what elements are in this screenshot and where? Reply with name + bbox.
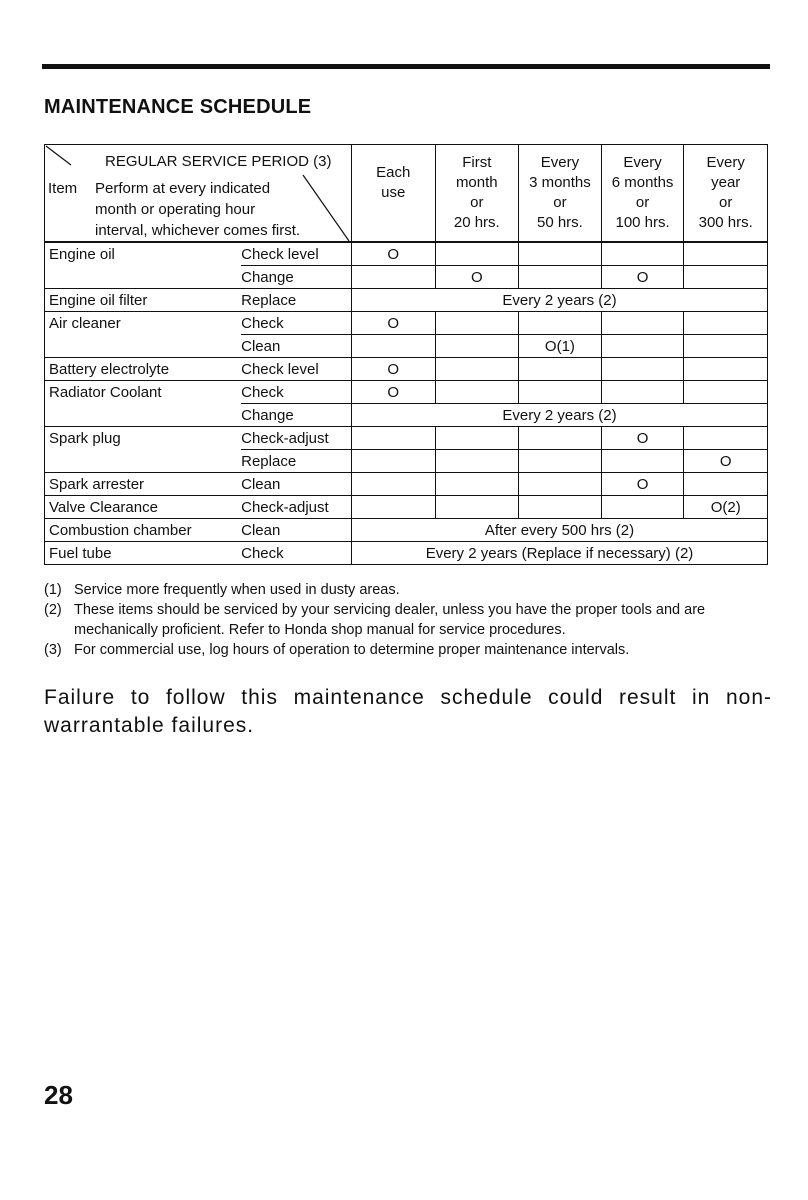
item-name [45,266,242,289]
footnote-text: These items should be serviced by your servicing dealer, unless you have the proper tools and are mechanically proficient. Refer to Honda shop manual for service procedures. [74,602,706,638]
footnote-number: (2) [44,602,62,618]
interval-mark [519,358,602,381]
interval-mark [435,381,519,404]
table-row [45,427,768,450]
header-col-text: or [719,194,733,211]
interval-mark [435,312,519,335]
table-row [45,542,768,565]
item-name: Air cleaner [45,312,242,335]
item-action: Check-adjust [241,427,351,450]
header-col-text: Every [540,154,580,171]
interval-mark [519,427,602,450]
item-action: Clean [241,519,351,542]
interval-mark [435,496,519,519]
header-period-label: REGULAR SERVICE PERIOD (3) [105,153,332,170]
item-action: Check-adjust [241,496,351,519]
header-instruction-line2: month or operating hour [95,201,256,218]
header-col-text: or [553,194,567,211]
item-name [45,404,242,427]
item-action: Check level [241,358,351,381]
header-col-text: or [470,194,484,211]
header-corner-cell [45,145,352,243]
footnote-text: Service more frequently when used in dusty areas. [74,582,400,598]
interval-mark: O [684,450,768,473]
interval-mark [519,266,602,289]
header-col-text: First [462,154,492,171]
interval-mark [684,266,768,289]
footnote [44,600,774,640]
interval-mark [601,312,684,335]
table-row [45,496,768,519]
footnote-number: (3) [44,642,62,658]
header-col-text: Every [706,154,745,171]
interval-mark [519,450,602,473]
item-action: Clean [241,473,351,496]
header-col-text: 50 hrs. [536,214,583,231]
interval-mark [435,427,519,450]
interval-mark [684,381,768,404]
interval-mark [601,381,684,404]
header-col-text: 20 hrs. [453,214,500,231]
interval-mark [684,242,768,266]
interval-span: Every 2 years (Replace if necessary) (2) [352,542,768,565]
header-col-text: year [711,174,741,191]
item-action: Replace [241,289,351,312]
item-name [45,450,242,473]
interval-mark [601,450,684,473]
item-name: Radiator Coolant [45,381,242,404]
interval-mark [352,335,436,358]
header-col-text: 6 months [611,174,674,191]
interval-mark [684,335,768,358]
interval-mark [352,450,436,473]
header-instruction-line3: interval, whichever comes first. [95,222,301,239]
table-row [45,289,768,312]
table-row [45,358,768,381]
interval-mark [684,473,768,496]
item-action: Clean [241,335,351,358]
header-col-every-year [684,145,768,243]
item-action: Check [241,381,351,404]
header-col-text: Every [623,154,662,171]
interval-mark [601,242,684,266]
interval-mark: O [352,312,436,335]
item-name: Engine oil [45,242,242,266]
header-col-3-months [519,145,602,243]
interval-mark [601,358,684,381]
interval-mark: O(2) [684,496,768,519]
item-action: Change [241,404,351,427]
item-name: Spark arrester [45,473,242,496]
header-item-label: Item [48,180,78,197]
item-name [45,335,242,358]
interval-mark [435,358,519,381]
table-row [45,266,768,289]
interval-mark [435,473,519,496]
item-action: Change [241,266,351,289]
maintenance-table [44,144,768,565]
footnote [44,580,774,600]
page-number: 28 [44,1080,73,1110]
footnotes [44,580,774,660]
interval-mark [435,242,519,266]
footnote [44,640,774,660]
item-name: Combustion chamber [45,519,242,542]
header-col-text: month [455,174,498,191]
item-name: Fuel tube [45,542,242,565]
interval-span: Every 2 years (2) [352,289,768,312]
interval-mark [352,427,436,450]
interval-mark: O [601,266,684,289]
interval-mark [435,335,519,358]
item-action: Replace [241,450,351,473]
header-col-text: 3 months [529,174,591,191]
interval-mark: O [601,473,684,496]
interval-mark: O [352,242,436,266]
interval-mark [352,266,436,289]
table-row [45,519,768,542]
table-row [45,404,768,427]
item-name: Battery electrolyte [45,358,242,381]
header-col-text: 300 hrs. [698,214,753,231]
interval-mark [519,473,602,496]
interval-mark [519,381,602,404]
interval-mark [435,450,519,473]
header-col-text: Each [376,164,411,181]
item-name: Valve Clearance [45,496,242,519]
interval-mark [601,496,684,519]
footnote-number: (1) [44,582,62,598]
header-col-text: use [381,184,406,201]
header-instruction-line1: Perform at every indicated [95,180,271,197]
interval-mark [352,473,436,496]
table-row [45,242,768,266]
warning-text: Failure to follow this maintenance schedule could result in non-warrantable failures. [44,686,772,737]
header-col-each-use [352,145,436,243]
item-name: Engine oil filter [45,289,242,312]
top-rule [42,64,770,69]
interval-mark [684,358,768,381]
header-col-6-months [601,145,684,243]
page-title: MAINTENANCE SCHEDULE [44,96,312,118]
interval-mark [684,312,768,335]
header-col-text: or [635,194,650,211]
table-row [45,450,768,473]
interval-mark [601,335,684,358]
interval-span: Every 2 years (2) [352,404,768,427]
table-row [45,335,768,358]
footnote-text: For commercial use, log hours of operation to determine proper maintenance intervals. [74,642,630,658]
interval-mark: O [601,427,684,450]
table-body [45,242,768,565]
table-row [45,473,768,496]
interval-mark [519,242,602,266]
interval-mark: O [352,358,436,381]
item-action: Check [241,312,351,335]
interval-mark [352,496,436,519]
item-action: Check [241,542,351,565]
header-col-text: 100 hrs. [615,214,670,231]
interval-span: After every 500 hrs (2) [352,519,768,542]
table-header-row [45,145,768,243]
item-name: Spark plug [45,427,242,450]
table-row [45,381,768,404]
interval-mark: O [352,381,436,404]
interval-mark [519,312,602,335]
interval-mark [684,427,768,450]
interval-mark: O [435,266,519,289]
table-row [45,312,768,335]
item-action: Check level [241,242,351,266]
interval-mark [519,496,602,519]
interval-mark: O(1) [519,335,602,358]
header-col-first-month [435,145,519,243]
